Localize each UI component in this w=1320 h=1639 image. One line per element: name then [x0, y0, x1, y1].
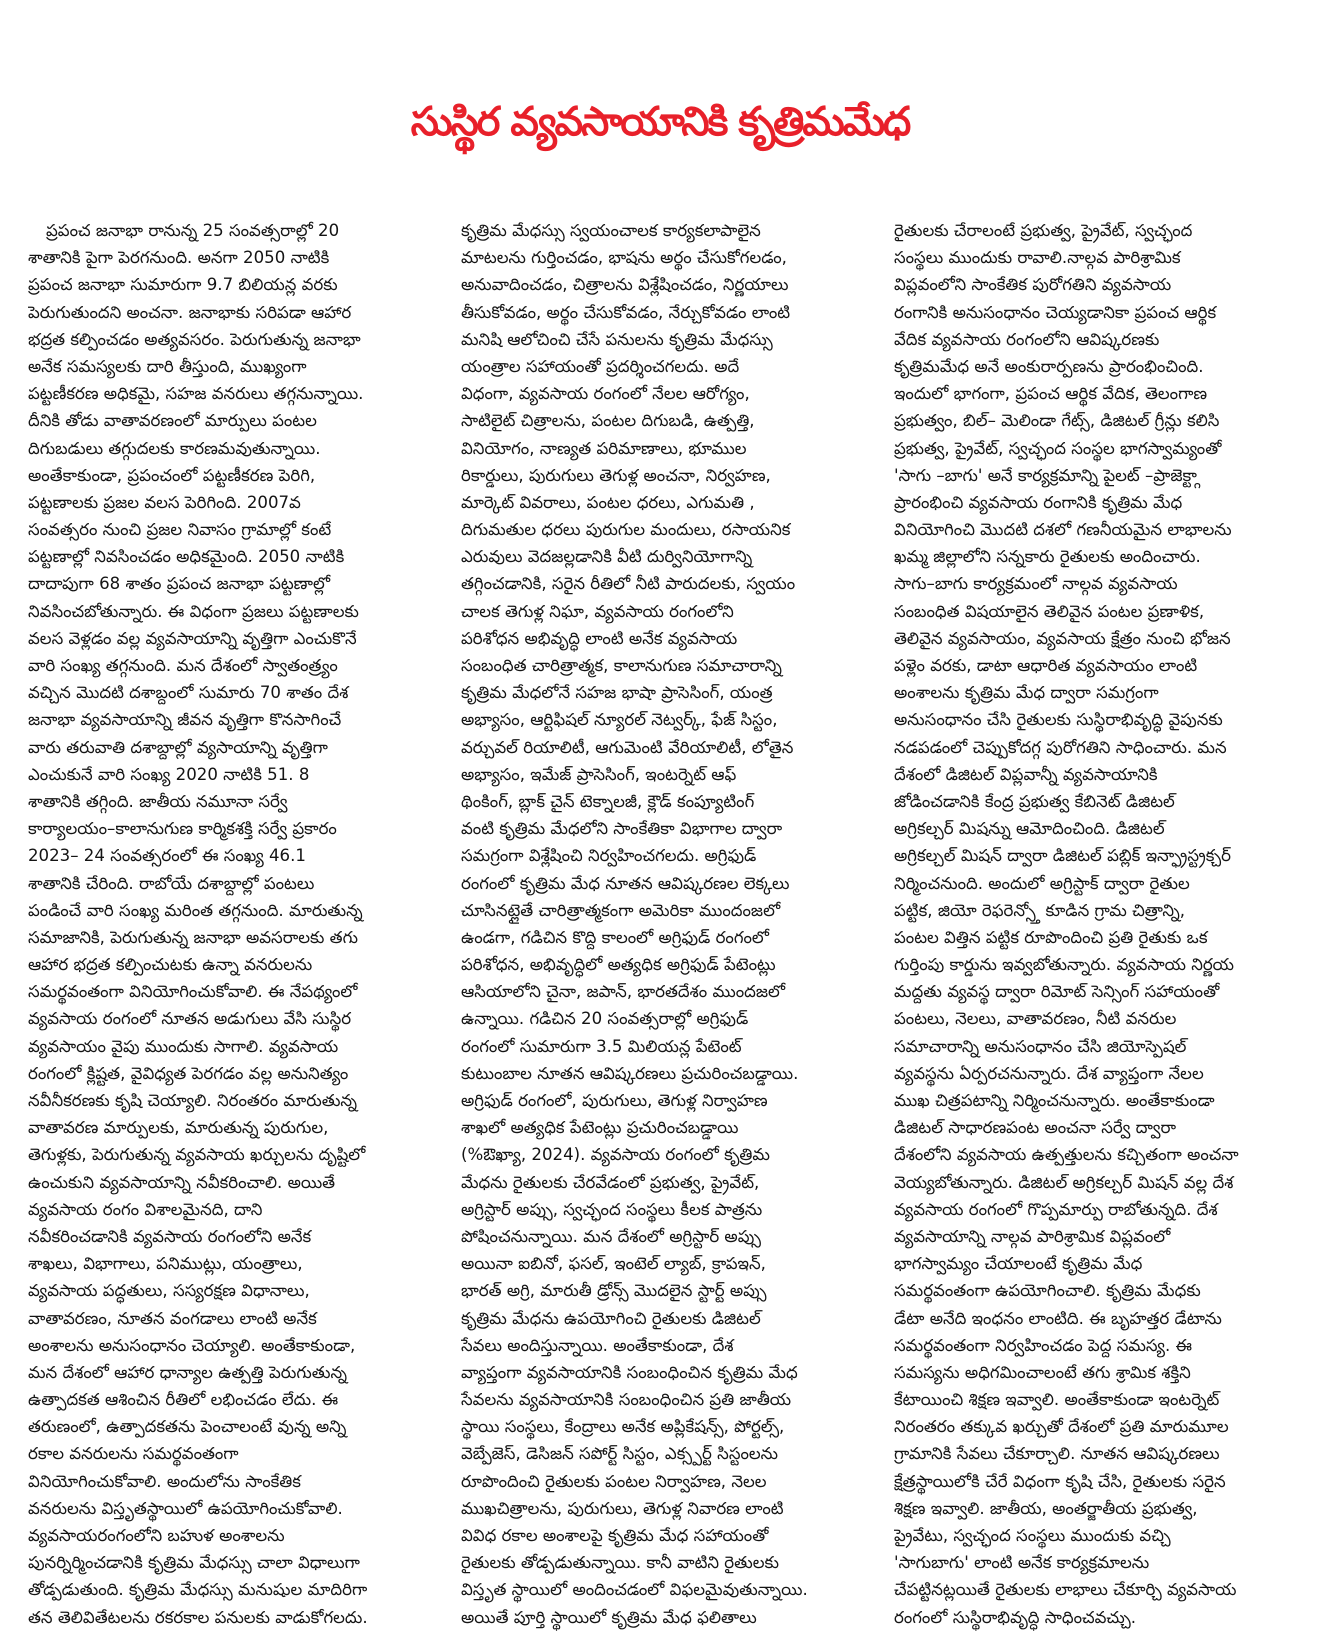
article-line: డిజిటల్ సాధారణపంట అంచనా సర్వే ద్వారా: [894, 1118, 1177, 1138]
article-line: విప్లవంలోని సాంకేతిక పురోగతిని వ్యవసాయ: [894, 275, 1172, 295]
article-line: రంగంలో కృత్రిమ మేధ నూతన ఆవిష్కరణల లెక్కలు: [461, 873, 790, 893]
article-line: ఉత్పాదకత ఆశించిన రీతిలో లభించడం లేదు. ఈ: [28, 1390, 339, 1410]
article-line: సాటిలైట్ చిత్రాలను, పంటల దిగుబడి, ఉత్పత్తి,: [461, 411, 755, 431]
article-line: భారత్ అగ్రి, మారుతీ డ్రోన్స్ మొదలైన స్టార్ట్ అప్సు: [461, 1281, 767, 1301]
article-line: సంబంధిత చారిత్రాత్మక, కాలానుగుణ సమాచారాన్ని: [461, 656, 782, 675]
article-line: నవీనీకరణకు కృషి చెయ్యాలి. నిరంతరం మారుతున్న: [28, 1091, 358, 1110]
article-line: వర్చువల్ రియాలిటీ, ఆగుమెంటి వేరియాలిటీ, లోతైన: [461, 737, 794, 757]
article-line: ప్రైవేటు, స్వచ్ఛంద సంస్థలు ముందుకు వచ్చి: [894, 1526, 1171, 1545]
article-line: దిగుమతుల ధరలు పురుగుల మందులు, రసాయనిక: [461, 520, 791, 540]
article-line: వ్యవసాయ రంగం విశాలమైనది, దాని: [28, 1199, 263, 1219]
article-line: కేటాయించి శిక్షణ ఇవ్వాలి. అంతేకాకుండా ఇంటర్నెట్: [894, 1390, 1220, 1410]
article-line: వారి సంఖ్య తగ్గనుంది. మన దేశంలో స్వాతంత్ర్యం: [28, 656, 338, 675]
article-line: చూసినట్లైతే చారిత్రాత్మకంగా అమెరికా ముందంజలో: [461, 900, 781, 920]
article-line: వినియోగించుకోవాలి. అందులోను సాంకేతిక: [28, 1471, 301, 1491]
article-line: వేదిక వ్యవసాయ రంగంలోని ఆవిష్కరణకు: [894, 329, 1160, 349]
article-line: సంస్థలు ముందుకు రావాలి.నాల్గవ పారిశ్రామిక: [894, 248, 1181, 268]
article-line: కృత్రిమ మేధలోనే సహజ భాషా ప్రాసెసింగ్, యంత్ర: [461, 683, 773, 703]
article-line: సమర్థవంతంగా ఉపయోగించాలి. కృత్రిమ మేధకు: [894, 1281, 1201, 1301]
article-line: పరిశోధన, అభివృద్ధిలో అత్యధిక అగ్రిఫుడ్ పేటెంట్లు: [461, 955, 776, 975]
article-line: నవీకరించడానికి వ్యవసాయ రంగంలోని అనేక: [28, 1226, 312, 1246]
article-line: వాతావరణ మార్పులకు, మారుతున్న పురుగుల,: [28, 1118, 329, 1138]
article-line: డేటా అనేది ఇంధనం లాంటిది. ఈ బృహత్తర డేటాను: [894, 1308, 1222, 1328]
article-line: ఉన్నాయి. గడిచిన 20 సంవత్సరాల్లో అగ్రిఫుడ్: [461, 1009, 749, 1029]
article-line: వంటి కృత్రిమ మేధలోని సాంకేతికా విభాగాల ద్వారా: [461, 819, 783, 839]
article-line: రకాల వనరులను సమర్థవంతంగా: [28, 1444, 239, 1464]
article-line: శాఖలు, విభాగాలు, పనిముట్లు, యంత్రాలు,: [28, 1254, 303, 1274]
article-line: సమాచారాన్ని అనుసంధానం చేసి జియోస్పెషల్: [894, 1036, 1187, 1056]
article-line: ఉంచుకుని వ్యవసాయాన్ని నవీకరించాలి. అయితే: [28, 1172, 336, 1192]
article-line: శిక్షణ ఇవ్వాలి. జాతీయ, అంతర్జాతీయ ప్రభుత్వ,: [894, 1498, 1198, 1518]
article-line: అనేక సమస్యలకు దారి తీస్తుంది, ముఖ్యంగా: [28, 356, 307, 376]
article-line: ఎంచుకునే వారి సంఖ్య 2020 నాటికి 51. 8: [28, 764, 310, 784]
article-line: దేశంలోని వ్యవసాయ ఉత్పత్తులను కచ్చితంగా అంచనా: [894, 1145, 1239, 1165]
article-line: వివిధ రకాల అంశాలపై కృత్రిమ మేధ సహాయంతో: [461, 1526, 769, 1545]
article-line: శాతానికి తగ్గింది. జాతీయ నమూనా సర్వే: [28, 791, 288, 811]
article-line: చాలక తెగుళ్ల నిఘా, వ్యవసాయ రంగంలోని: [461, 601, 734, 621]
article-line: వ్యవసాయరంగంలోని బహుళ అంశాలను: [28, 1526, 285, 1545]
article-line: రైతులకు చేరాలంటే ప్రభుత్వ, ప్రైవేట్, స్వచ్ఛంద: [894, 221, 1193, 240]
article-line: అయినా ఐబినో, ఫసల్, ఇంటెల్ ల్యాబ్, క్రాపఇన్,: [461, 1254, 766, 1274]
article-line: అంతేకాకుండా, ప్రపంచంలో పట్టణీకరణ పెరిగి,: [28, 465, 316, 485]
article-line: అనువాదించడం, చిత్రాలను విశ్లేషించడం, నిర్ణయాలు: [461, 275, 789, 295]
article-column-3: [894, 217, 1294, 1632]
article-line: అనుసంధానం చేసి రైతులకు సుస్థిరాభివృద్ధి వైపునకు: [894, 710, 1223, 730]
article-line: పట్టణాల్లో నివసించడం అధికమైంది. 2050 నాటికి: [28, 547, 345, 567]
article-line: తీసుకోవడం, అర్థం చేసుకోవడం, నేర్చుకోవడం లాంటి: [461, 302, 791, 322]
article-line: క్షేత్రస్థాయిలోకి చేరే విధంగా కృషి చేసి, రైతులకు సరైన: [894, 1471, 1226, 1491]
article-line: ప్రపంచ జనాభా రానున్న 25 సంవత్సరాల్లో 20: [46, 221, 340, 240]
article-line: వినియోగం, నాణ్యత పరిమాణాలు, భూముల: [461, 438, 747, 458]
article-line: రికార్డులు, పురుగులు తెగుళ్ల అంచనా, నిర్వహణ,: [461, 465, 771, 485]
article-line: వ్యవసాయ పద్ధతులు, సస్యరక్షణ విధానాలు,: [28, 1281, 310, 1301]
article-line: ఇందులో భాగంగా, ప్రపంచ ఆర్థిక వేదిక, తెలంగాణ: [894, 384, 1208, 404]
article-line: భద్రత కల్పించడం అత్యవసరం. పెరుగుతున్న జనాభా: [28, 329, 361, 349]
article-line: కృత్రిమ మేధస్సు స్వయంచాలక కార్యకలాపాలైన: [461, 221, 761, 240]
article-line: దేశంలో డిజిటల్ విప్లవాన్నీ వ్యవసాయానికి: [894, 764, 1158, 784]
article-line: సమర్థవంతంగా వినియోగించుకోవాలి. ఈ నేపథ్యంలో: [28, 982, 358, 1002]
article-line: మనిషి ఆలోచించి చేసే పనులను కృత్రిమ మేధస్సు: [461, 329, 773, 349]
article-line: రంగంలో క్లిష్టత, వైవిధ్యత పెరగడం వల్ల అనునిత్యం: [28, 1063, 349, 1083]
article-line: వెయ్యబోతున్నారు. డిజిటల్ అగ్రికల్చర్ మిషన్ వల్ల దేశ: [894, 1172, 1234, 1192]
article-line: శాఖలో అత్యధిక పేటెంట్లు ప్రచురించబడ్డాయి: [461, 1118, 739, 1138]
article-column-1: [28, 217, 428, 1632]
article-line: ఎరువులు వెదజల్లడానికి వీటి దుర్వినియోగాన్ని: [461, 547, 753, 567]
article-line: తగ్గించడానికి, సరైన రీతిలో నీటి పారుదలకు, స్వయం: [461, 574, 796, 594]
article-line: పంటలు, నెలలు, వాతావరణం, నీటి వనరుల: [894, 1009, 1177, 1029]
article-line: ముఖచిత్రాలను, పురుగులు, తెగుళ్ల నివారణ లాంటి: [461, 1498, 784, 1518]
article-line: సమస్యను అధిగమించాలంటే తగు శ్రామిక శక్తిని: [894, 1362, 1191, 1382]
article-line: దీనికి తోడు వాతావరణంలో మార్పులు పంటల: [28, 411, 317, 431]
article-line: మేధను రైతులకు చేరవేడంలో ప్రభుత్వ, ప్రైవేట్,: [461, 1172, 760, 1192]
article-line: వారు తరువాతి దశాబ్దాల్లో వ్యసాయాన్ని వృత్తిగా: [28, 737, 328, 757]
article-line: ఆహార భద్రత కల్పించుటకు ఉన్నా వనరులను: [28, 955, 313, 975]
article-line: తోడ్పడుతుంది. కృత్రిమ మేధస్సు మనుషుల మాదిరిగా: [28, 1580, 368, 1600]
article-line: సేవలను వ్యవసాయానికి సంబంధించిన ప్రతి జాతీయ: [461, 1390, 792, 1410]
article-line: వ్యాప్తంగా వ్యవసాయానికి సంబంధించిన కృత్రిమ మేధ: [461, 1362, 798, 1382]
article-line: వ్యవసాయ రంగంలో నూతన అడుగులు వేసి సుస్థిర: [28, 1009, 352, 1029]
article-line: రైతులకు తోడ్పడుతున్నాయి. కానీ వాటిని రైతులకు: [461, 1553, 779, 1573]
article-line: రూపొందించి రైతులకు పంటల నిర్వాహణ, నెలల: [461, 1471, 767, 1491]
article-line: వ్యవసాయాన్ని నాల్గవ పారిశ్రామిక విప్లవంలో: [894, 1226, 1171, 1246]
article-line: పట్టిక, జియో రెఫరెన్స్తో కూడిన గ్రామ చిత్రాన్ని,: [894, 900, 1186, 920]
article-line: తెగుళ్లకు, పెరుగుతున్న వ్యవసాయ ఖర్చులను దృష్టిలో: [28, 1145, 366, 1165]
headline: సుస్థిర వ్యవసాయానికి కృత్రిమమేధ: [410, 98, 910, 145]
article-line: సమాజానికి, పెరుగుతున్న జనాభా అవసరాలకు తగు: [28, 927, 359, 947]
article-line: అగ్రికల్చర్ మిషన్ను ఆమోదించింది. డిజిటల్: [894, 819, 1165, 839]
article-line: గుర్తింపు కార్డును ఇవ్వబోతున్నారు. వ్యవసాయ నిర్ణయ: [894, 955, 1235, 975]
article-line: దిగుబడులు తగ్గుదలకు కారణమవుతున్నాయి.: [28, 438, 321, 458]
article-line: పునర్నిర్మించడానికి కృత్రిమ మేధస్సు చాలా విధాలుగా: [28, 1553, 360, 1573]
article-line: రంగంలో సుస్థిరాభివృద్ధి సాధించవచ్చు.: [894, 1607, 1137, 1627]
article-line: పళ్లెం వరకు, డాటా ఆధారిత వ్యవసాయం లాంటి: [894, 656, 1198, 675]
article-line: సాగు–బాగు కార్యక్రమంలో నాల్గవ వ్యవసాయ: [894, 574, 1178, 594]
article-line: వచ్చిన మొదటి దశాబ్దంలో సుమారు 70 శాతం దేశ: [28, 683, 349, 703]
article-line: కార్యాలయం–కాలానుగుణ కార్మికశక్తి సర్వే ప్రకారం: [28, 819, 337, 839]
article-line: శాతానికి చేరింది. రాబోయే దశాబ్దాల్లో పంటలు: [28, 873, 315, 893]
article-line: పెరుగుతుందని అంచనా. జనాభాకు సరిపడా ఆహార: [28, 302, 352, 322]
article-line: అయితే పూర్తి స్థాయిలో కృత్రిమ మేధ ఫలితాలు: [461, 1607, 757, 1627]
article-line: శాతానికి పైగా పెరగనుంది. అనగా 2050 నాటికి: [28, 248, 330, 268]
article-line: థింకింగ్, బ్లాక్ చైన్ టెక్నాలజీ, క్లౌడ్ కంప్యూటింగ్: [461, 791, 755, 811]
article-line: పరిశోధన అభివృద్ధి లాంటి అనేక వ్యవసాయ: [461, 628, 738, 648]
article-line: విధంగా, వ్యవసాయ రంగంలో నేలల ఆరోగ్యం,: [461, 384, 750, 404]
article-line: నివసించబోతున్నారు. ఈ విధంగా ప్రజలు పట్టణాలకు: [28, 601, 359, 621]
article-line: అంశాలను అనుసంధానం చెయ్యాలి. అంతేకాకుండా,: [28, 1335, 356, 1355]
article-line: కృత్రిమ మేధను ఉపయోగించి రైతులకు డిజిటల్: [461, 1308, 761, 1328]
article-body: [28, 217, 1294, 1632]
article-line: మాటలను గుర్తించడం, భాషను అర్థం చేసుకోగలడం,: [461, 248, 787, 268]
article-line: మార్కెట్ వివరాలు, పంటల ధరలు, ఎగుమతి ,: [461, 492, 755, 512]
article-line: రంగంలో సుమారుగా 3.5 మిలియన్ల పేటెంట్: [461, 1036, 742, 1056]
article-line: ముఖ చిత్రపటాన్ని నిర్మించనున్నారు. అంతేకాకుండా: [894, 1091, 1215, 1110]
article-line: 'సాగుబాగు' లాంటి అనేక కార్యక్రమాలను: [894, 1553, 1150, 1573]
article-line: వనరులను విస్తృతస్థాయిలో ఉపయోగించుకోవాలి.: [28, 1498, 343, 1518]
article-line: సంబంధిత విషయాలైన తెలివైన పంటల ప్రణాళిక,: [894, 601, 1205, 621]
article-line: రంగానికి అనుసంధానం చెయ్యడానికా ప్రపంచ ఆర్థిక: [894, 302, 1217, 322]
article-line: సంవత్సరం నుంచి ప్రజల నివాసం గ్రామాల్లో కంటే: [28, 520, 332, 540]
article-line: అగ్రికల్చల్ మిషన్ ద్వారా డిజిటల్ పబ్లిక్ ఇన్ఫ్రాస్ట్రక్చర్: [894, 846, 1231, 866]
article-line: పోషించనున్నాయి. మన దేశంలో అగ్రిస్టార్ అప్సు: [461, 1226, 762, 1246]
article-line: 'సాగు –బాగు' అనే కార్యక్రమాన్ని పైలట్ –ప్రాజెక్ట్గా: [894, 465, 1201, 485]
article-line: నిర్మించనుంది. అందులో అగ్రిస్టాక్ ద్వారా రైతుల: [894, 873, 1190, 893]
article-line: ప్రభుత్వ, ప్రైవేట్, స్వచ్ఛంద సంస్థల భాగస్వామ్యంతో: [894, 438, 1222, 458]
article-line: ఖమ్మ జిల్లాలోని సన్నకారు రైతులకు అందించారు.: [894, 547, 1201, 567]
article-line: గ్రామానికి సేవలు చేకూర్చాలి. నూతన ఆవిష్కరణలు: [894, 1444, 1220, 1464]
article-line: మన దేశంలో ఆహార ధాన్యాల ఉత్పత్తి పెరుగుతున్న: [28, 1362, 348, 1382]
article-line: పట్టణాలకు ప్రజల వలస పెరిగింది. 2007వ: [28, 492, 301, 512]
article-line: వ్యవస్థను ఏర్పరచనున్నారు. దేశ వ్యాప్తంగా నేలల: [894, 1063, 1204, 1083]
article-line: పంటల విత్తిన పట్టిక రూపొందించి ప్రతి రైతుకు ఒక: [894, 927, 1208, 947]
article-line: చేపట్టినట్లయితే రైతులకు లాభాలు చేకూర్చి వ్యవసాయ: [894, 1580, 1237, 1600]
article-line: తరుణంలో, ఉత్పాదకతను పెంచాలంటే వున్న అన్ని: [28, 1417, 347, 1437]
article-line: అగ్రిఫుడ్ రంగంలో, పురుగులు, తెగుళ్ల నిర్వాహణ: [461, 1091, 768, 1110]
article-line: అభ్యాసం, ఇమేజ్ ప్రాసెసింగ్, ఇంటర్నెట్ ఆఫ్: [461, 764, 737, 784]
article-line: యంత్రాల సహాయంతో ప్రదర్శించగలదు. అదే: [461, 356, 740, 376]
article-line: అభ్యాసం, ఆర్టిఫిషల్ న్యూరల్ నెట్వర్క్, ఫేజ్ సిస్టం,: [461, 710, 778, 730]
article-line: కుటుంబాల నూతన ఆవిష్కరణలు ప్రచురించబడ్డాయి.: [461, 1063, 799, 1083]
article-line: సేవలు అందిస్తున్నాయి. అంతేకాకుండా, దేశ: [461, 1335, 734, 1355]
article-line: వాతావరణం, నూతన వంగడాలు లాంటి అనేక: [28, 1308, 317, 1328]
article-line: వెబ్పేజెస్, డెసిజన్ సపోర్ట్ సిస్టం, ఎక్స్పర్ట్ సిస్టంలను: [461, 1444, 779, 1464]
article-line: విస్తృత స్థాయిలో అందించడంలో విఫలమైవుతున్నాయి.: [461, 1580, 808, 1600]
article-line: అంశాలను కృత్రిమ మేధ ద్వారా సమగ్రంగా: [894, 683, 1159, 703]
article-line: వ్యవసాయ రంగంలో గొప్పమార్పు రాబోతున్నది. దేశ: [894, 1199, 1218, 1219]
article-line: దాదాపుగా 68 శాతం ప్రపంచ జనాభా పట్టణాల్లో: [28, 574, 331, 594]
article-line: నిరంతరం తక్కువ ఖర్చుతో దేశంలో ప్రతి మారుమూల: [894, 1417, 1229, 1437]
article-line: స్థాయి సంస్థలు, కేంద్రాలు అనేక అప్లికేషన్స్, పోర్టల్స్,: [461, 1417, 785, 1437]
article-line: ప్రభుత్వం, బిల్– మెలిండా గేట్స్, డిజిటల్ గ్రీన్లు కలిసి: [894, 411, 1220, 431]
article-line: వలస వెళ్లడం వల్ల వ్యవసాయాన్ని వృత్తిగా ఎంచుకొనే: [28, 628, 357, 648]
article-line: ఉండగా, గడిచిన కొద్ది కాలంలో అగ్రిఫుడ్ రంగంలో: [461, 927, 769, 947]
article-line: వినియోగించి మొదటి దశలో గణనీయమైన లాభాలను: [894, 520, 1232, 540]
article-line: జోడించడానికి కేంద్ర ప్రభుత్వ కేబినెట్ డిజిటల్: [894, 791, 1175, 811]
article-line: జనాభా వ్యవసాయాన్ని జీవన వృత్తిగా కొనసాగించే: [28, 710, 342, 730]
article-line: 2023– 24 సంవత్సరంలో ఈ సంఖ్య 46.1: [28, 846, 306, 866]
article-line: కృత్రిమమేధ అనే అంకురార్పణను ప్రారంభించింది.: [894, 356, 1204, 376]
article-line: తన తెలివితేటలను రకరకాల పనులకు వాడుకోగలదు.: [28, 1607, 368, 1627]
article-line: సమగ్రంగా విశ్లేషించి నిర్వహించగలదు. అగ్రిఫుడ్: [461, 846, 757, 866]
article-line: ప్రారంభించి వ్యవసాయ రంగానికి కృత్రిమ మేధ: [894, 492, 1183, 512]
article-line: ఆసియాలోని చైనా, జపాన్, భారతదేశం ముందజలో: [461, 982, 786, 1002]
article-line: నడపడంలో చెప్పుకోదగ్గ పురోగతిని సాధించారు. మన: [894, 737, 1227, 757]
article-column-2: [461, 217, 861, 1632]
article-line: భాగస్వామ్యం చేయాలంటే కృత్రిమ మేధ: [894, 1254, 1143, 1274]
article-line: ప్రపంచ జనాభా సుమారుగా 9.7 బిలియన్ల వరకు: [28, 275, 338, 295]
article-line: సమర్థవంతంగా నిర్వహించడం పెద్ద సమస్య. ఈ: [894, 1335, 1193, 1355]
article-line: మద్దతు వ్యవస్థ ద్వారా రిమోట్ సెన్సింగ్ సహాయంతో: [894, 982, 1220, 1002]
article-line: వ్యవసాయం వైపు ముందుకు సాగాలి. వ్యవసాయ: [28, 1036, 339, 1056]
article-line: అగ్రిస్టార్ అప్సు, స్వచ్ఛంద సంస్థలు కీలక పాత్రను: [461, 1199, 763, 1219]
article-line: పట్టణీకరణ అధికమై, సహజ వనరులు తగ్గనున్నాయి.: [28, 384, 364, 404]
article-line: తెలివైన వ్యవసాయం, వ్యవసాయ క్షేత్రం నుంచి భోజన: [894, 628, 1231, 648]
article-line: (%ఔఖ్యా, 2024). వ్యవసాయ రంగంలో కృత్రిమ: [461, 1145, 770, 1165]
article-line: పండించే వారి సంఖ్య మరింత తగ్గనుంది. మారుతున్న: [28, 900, 363, 920]
